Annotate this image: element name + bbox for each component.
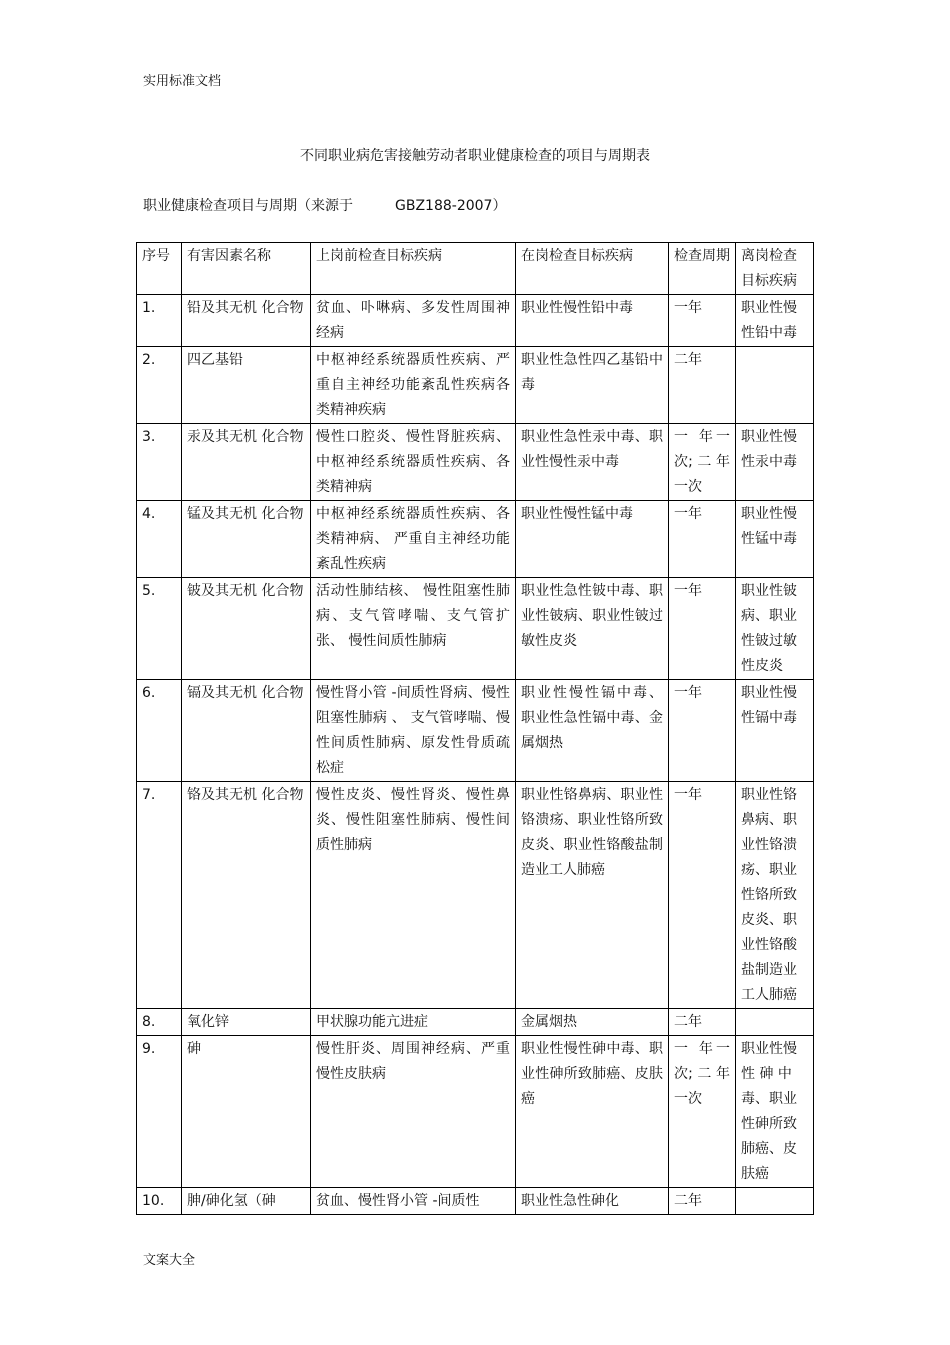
period-cell: 一年 <box>669 578 736 680</box>
pre-employment-cell: 慢性肝炎、周围神经病、严重慢性皮肤病 <box>311 1036 516 1188</box>
pre-employment-cell: 贫血、卟啉病、多发性周围神经病 <box>311 295 516 347</box>
post-employment-cell: 职业性铬鼻病、职业性铬溃疡、职业性铬所致皮炎、职业性铬酸盐制造业工人肺癌 <box>736 782 814 1009</box>
period-cell: 一 年一次; 二 年一次 <box>669 424 736 501</box>
post-employment-cell: 职业性慢性镉中毒 <box>736 680 814 782</box>
hazard-factor-cell: 胂/砷化氢（砷 <box>182 1188 311 1215</box>
table-row <box>137 782 814 1009</box>
period-cell: 一年 <box>669 501 736 578</box>
post-employment-cell <box>736 347 814 424</box>
post-employment-cell: 职业性铍病、职业性铍过敏性皮炎 <box>736 578 814 680</box>
row-number-cell: 8. <box>137 1009 182 1036</box>
on-duty-cell: 职业性急性四乙基铅中毒 <box>516 347 669 424</box>
post-employment-cell <box>736 1188 814 1215</box>
on-duty-cell: 职业性铬鼻病、职业性铬溃疡、职业性铬所致皮炎、职业性铬酸盐制造业工人肺癌 <box>516 782 669 1009</box>
table-row <box>137 1009 814 1036</box>
on-duty-cell: 金属烟热 <box>516 1009 669 1036</box>
page-header: 实用标准文档 <box>143 74 222 89</box>
page-footer: 文案大全 <box>143 1253 196 1268</box>
hazard-factor-cell: 汞及其无机 化合物 <box>182 424 311 501</box>
pre-employment-cell: 活动性肺结核、 慢性阻塞性肺病、支气管哮喘、支气管扩张、 慢性间质性肺病 <box>311 578 516 680</box>
hazard-factor-cell: 铅及其无机 化合物 <box>182 295 311 347</box>
pre-employment-cell: 中枢神经系统器质性疾病、各类精神病、 严重自主神经功能紊乱性疾病 <box>311 501 516 578</box>
document-title: 不同职业病危害接触劳动者职业健康检查的项目与周期表 <box>300 148 650 164</box>
period-cell: 二年 <box>669 1188 736 1215</box>
period-cell: 一年 <box>669 680 736 782</box>
pre-employment-cell: 甲状腺功能亢进症 <box>311 1009 516 1036</box>
row-number-cell: 5. <box>137 578 182 680</box>
hazard-factor-cell: 镉及其无机 化合物 <box>182 680 311 782</box>
table-row <box>137 680 814 782</box>
header-cell: 上岗前检查目标疾病 <box>311 243 516 295</box>
table-row <box>137 424 814 501</box>
hazard-factor-cell: 四乙基铅 <box>182 347 311 424</box>
row-number-cell: 3. <box>137 424 182 501</box>
hazard-factor-cell: 砷 <box>182 1036 311 1188</box>
on-duty-cell: 职业性慢性锰中毒 <box>516 501 669 578</box>
period-cell: 一年 <box>669 295 736 347</box>
table-subtitle <box>143 195 506 215</box>
row-number-cell: 9. <box>137 1036 182 1188</box>
table-row <box>137 1188 814 1215</box>
on-duty-cell: 职业性急性汞中毒、职业性慢性汞中毒 <box>516 424 669 501</box>
table-row <box>137 347 814 424</box>
hazard-factor-cell: 氧化锌 <box>182 1009 311 1036</box>
header-cell: 在岗检查目标疾病 <box>516 243 669 295</box>
table-row <box>137 578 814 680</box>
period-cell: 一年 <box>669 782 736 1009</box>
header-cell: 检查周期 <box>669 243 736 295</box>
pre-employment-cell: 贫血、慢性肾小管 -间质性 <box>311 1188 516 1215</box>
table-row <box>137 1036 814 1188</box>
row-number-cell: 1. <box>137 295 182 347</box>
header-cell: 序号 <box>137 243 182 295</box>
post-employment-cell <box>736 1009 814 1036</box>
pre-employment-cell: 慢性皮炎、慢性肾炎、慢性鼻炎、慢性阻塞性肺病、慢性间质性肺病 <box>311 782 516 1009</box>
period-cell: 二年 <box>669 1009 736 1036</box>
hazard-factor-cell: 铬及其无机 化合物 <box>182 782 311 1009</box>
pre-employment-cell: 慢性口腔炎、慢性肾脏疾病、中枢神经系统器质性疾病、各类精神病 <box>311 424 516 501</box>
header-cell: 离岗检查目标疾病 <box>736 243 814 295</box>
row-number-cell: 4. <box>137 501 182 578</box>
header-cell: 有害因素名称 <box>182 243 311 295</box>
health-check-table <box>136 242 814 1215</box>
row-number-cell: 6. <box>137 680 182 782</box>
hazard-factor-cell: 锰及其无机 化合物 <box>182 501 311 578</box>
post-employment-cell: 职业性慢性汞中毒 <box>736 424 814 501</box>
pre-employment-cell: 慢性肾小管 -间质性肾病、慢性阻塞性肺病 、 支气管哮喘、慢性间质性肺病、原发性骨质疏松症 <box>311 680 516 782</box>
post-employment-cell: 职业性慢性 砷 中毒、职业性砷所致肺癌、皮肤癌 <box>736 1036 814 1188</box>
on-duty-cell: 职业性急性砷化 <box>516 1188 669 1215</box>
on-duty-cell: 职业性慢性铅中毒 <box>516 295 669 347</box>
pre-employment-cell: 中枢神经系统器质性疾病、严重自主神经功能紊乱性疾病各类精神疾病 <box>311 347 516 424</box>
row-number-cell: 2. <box>137 347 182 424</box>
table-row <box>137 501 814 578</box>
on-duty-cell: 职业性慢性镉中毒、 职业性急性镉中毒、金属烟热 <box>516 680 669 782</box>
subtitle-standard-code: GBZ188-2007） <box>395 198 507 214</box>
post-employment-cell: 职业性慢性锰中毒 <box>736 501 814 578</box>
post-employment-cell: 职业性慢性铅中毒 <box>736 295 814 347</box>
table-header-row <box>137 243 814 295</box>
row-number-cell: 7. <box>137 782 182 1009</box>
table-row <box>137 295 814 347</box>
on-duty-cell: 职业性慢性砷中毒、职业性砷所致肺癌、皮肤癌 <box>516 1036 669 1188</box>
period-cell: 二年 <box>669 347 736 424</box>
row-number-cell: 10. <box>137 1188 182 1215</box>
hazard-factor-cell: 铍及其无机 化合物 <box>182 578 311 680</box>
subtitle-text: 职业健康检查项目与周期（来源于 <box>143 198 353 214</box>
period-cell: 一 年一次; 二 年一次 <box>669 1036 736 1188</box>
on-duty-cell: 职业性急性铍中毒、职业性铍病、职业性铍过敏性皮炎 <box>516 578 669 680</box>
